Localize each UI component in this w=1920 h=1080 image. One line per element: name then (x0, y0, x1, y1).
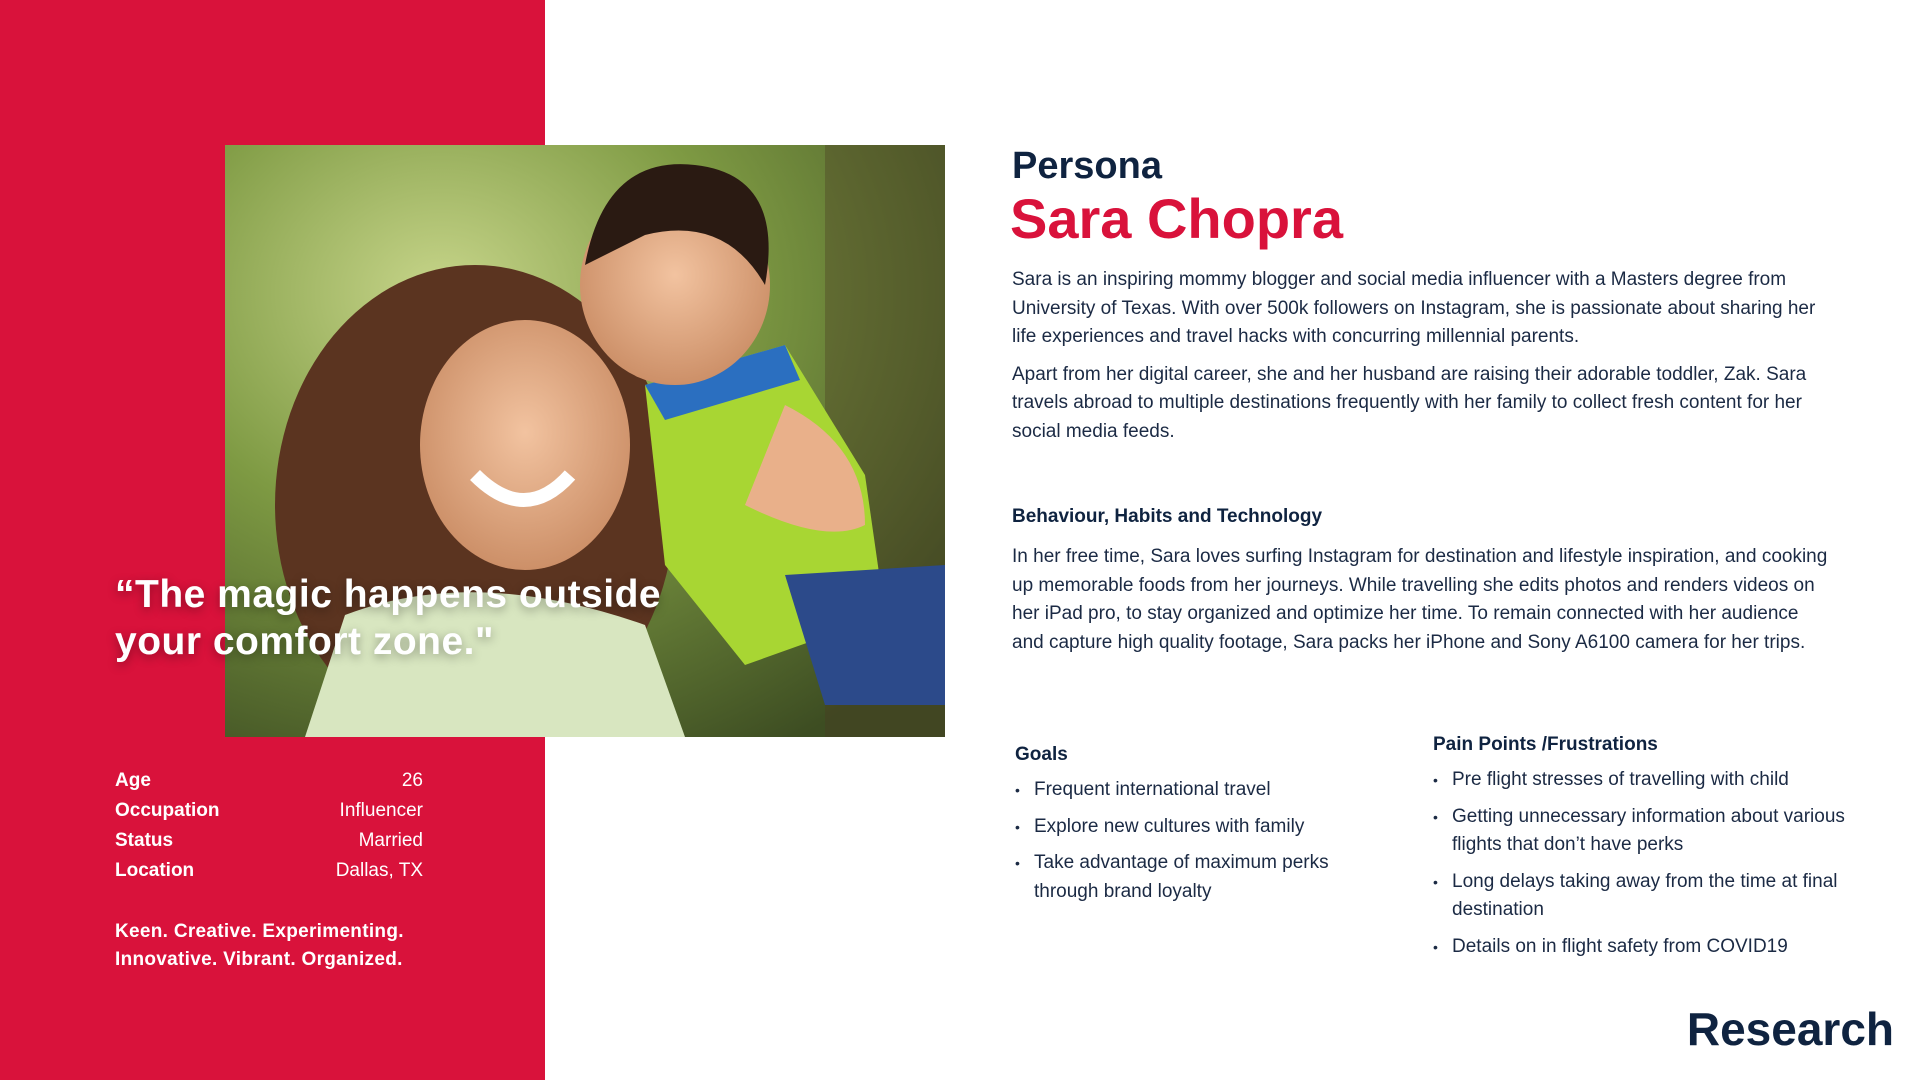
footer-title: Research (1686, 1003, 1894, 1055)
stat-label: Occupation (115, 800, 220, 821)
list-item: • Long delays taking away from the time at final destination (1433, 868, 1863, 925)
goals-section (1015, 744, 1395, 914)
stat-value: 26 (401, 770, 423, 791)
list-item: • Explore new cultures with family (1015, 813, 1395, 842)
stat-row-status (115, 826, 423, 856)
stat-label: Status (115, 830, 174, 851)
stat-row-location (115, 856, 423, 886)
persona-name: Sara Chopra (1010, 187, 1343, 250)
list-item: • Getting unnecessary information about various flights that don’t have perks (1433, 803, 1863, 860)
list-item: • Details on in flight safety from COVID19 (1433, 933, 1863, 962)
persona-bio (1012, 266, 1832, 455)
bio-paragraph: Apart from her digital career, she and her husband are raising their adorable toddler, Zak. Sara travels abroad to multiple destinations frequently with her family to collect fresh content for her social media feeds. (1012, 363, 1807, 442)
behaviour-title: Behaviour, Habits and Technology (1012, 506, 1323, 527)
pain-points-list (1433, 766, 1863, 961)
stat-label: Location (115, 860, 195, 881)
persona-traits (115, 918, 404, 974)
traits-line: Innovative. Vibrant. Organized. (115, 949, 403, 970)
bio-paragraph: Sara is an inspiring mommy blogger and social media influencer with a Masters degree from University of Texas. With over 500k followers on Instagram, she is passionate about sharing her life experiences and travel hacks with concurring millennial parents. (1012, 269, 1816, 347)
stat-value: Married (358, 830, 423, 851)
stat-label: Age (115, 770, 151, 791)
behaviour-text: In her free time, Sara loves surfing Instagram for destination and lifestyle inspiration, and cooking up memorable foods from her journeys. While travelling she edits photos and renders videos on her iPad pro, to stay organized and optimize her time. To remain connected with her audience and capture high quality footage, Sara packs her iPhone and Sony A6100 camera for her trips. (1012, 546, 1828, 653)
list-item: • Frequent international travel (1015, 776, 1395, 805)
persona-stats (115, 766, 423, 886)
list-item: • Take advantage of maximum perks through brand loyalty (1015, 849, 1395, 906)
persona-quote: “The magic happens outside your comfort zone." (115, 573, 662, 663)
pain-points-section (1433, 734, 1863, 969)
pain-points-title: Pain Points /Frustrations (1433, 734, 1658, 755)
goals-title: Goals (1015, 744, 1068, 765)
stat-value: Dallas, TX (335, 860, 423, 881)
stat-row-age (115, 766, 423, 796)
goals-list (1015, 776, 1395, 906)
section-eyebrow: Persona (1012, 145, 1162, 187)
traits-line: Keen. Creative. Experimenting. (115, 921, 404, 942)
list-item: • Pre flight stresses of travelling with child (1433, 766, 1863, 795)
stat-row-occupation (115, 796, 423, 826)
stat-value: Influencer (339, 800, 423, 821)
